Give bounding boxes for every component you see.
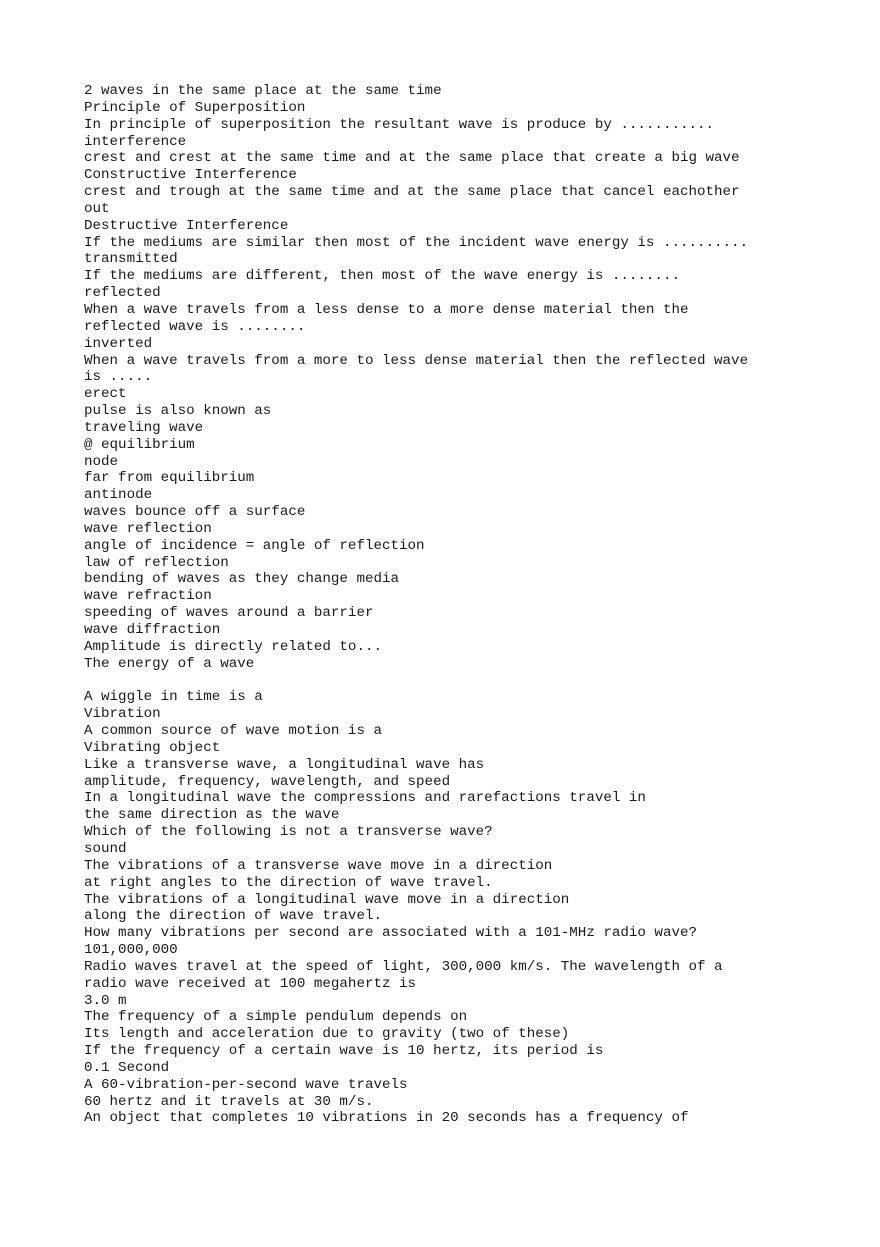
text-line: Which of the following is not a transverse wave? [84, 824, 493, 841]
text-line: erect [84, 386, 127, 403]
text-line: The energy of a wave [84, 655, 255, 672]
text-line: If the mediums are different, then most of the wave energy is ........ [84, 268, 680, 285]
document-page [84, 83, 804, 1127]
text-line: far from equilibrium [84, 470, 255, 487]
text-line: interference [84, 133, 187, 150]
text-line: amplitude, frequency, wavelength, and speed [84, 773, 451, 790]
text-line: transmitted [84, 251, 178, 268]
text-line: crest and trough at the same time and at the same place that cancel eachother [84, 184, 740, 201]
text-line: An object that completes 10 vibrations in 20 seconds has a frequency of [84, 1110, 689, 1127]
text-line: @ equilibrium [84, 436, 195, 453]
text-line: traveling wave [84, 419, 204, 436]
text-line: antinode [84, 487, 153, 504]
text-line: node [84, 453, 119, 470]
text-line: Its length and acceleration due to gravity (two of these) [84, 1026, 570, 1043]
text-line: In principle of superposition the resultant wave is produce by ........... [84, 116, 715, 133]
text-line: The vibrations of a transverse wave move in a direction [84, 857, 553, 874]
text-line: When a wave travels from a less dense to a more dense material then the [84, 301, 689, 318]
text-line: waves bounce off a surface [84, 504, 306, 521]
text-line: Like a transverse wave, a longitudinal wave has [84, 756, 485, 773]
text-line: is ..... [84, 369, 153, 386]
text-line: out [84, 200, 110, 217]
text-line: wave refraction [84, 588, 212, 605]
text-line: Amplitude is directly related to... [84, 638, 382, 655]
text-line: A wiggle in time is a [84, 689, 263, 706]
text-line: When a wave travels from a more to less dense material then the reflected wave [84, 352, 749, 369]
text-line: reflected [84, 285, 161, 302]
text-line: 101,000,000 [84, 942, 178, 959]
text-line: the same direction as the wave [84, 807, 340, 824]
text-line: Destructive Interference [84, 217, 289, 234]
blank-line [84, 673, 804, 690]
text-line: 3.0 m [84, 992, 127, 1009]
text-line: speeding of waves around a barrier [84, 605, 374, 622]
text-line: A common source of wave motion is a [84, 723, 382, 740]
text-line: If the frequency of a certain wave is 10 hertz, its period is [84, 1043, 604, 1060]
text-line: If the mediums are similar then most of the incident wave energy is .......... [84, 234, 749, 251]
text-line: Vibrating object [84, 739, 221, 756]
text-line: bending of waves as they change media [84, 571, 400, 588]
text-line: pulse is also known as [84, 403, 272, 420]
text-line: 2 waves in the same place at the same time [84, 83, 442, 99]
text-line: wave diffraction [84, 622, 221, 638]
text-line: at right angles to the direction of wave travel. [84, 874, 493, 891]
text-line: radio wave received at 100 megahertz is [84, 975, 417, 992]
text-line: crest and crest at the same time and at the same place that create a big wave [84, 150, 740, 167]
text-line: wave reflection [84, 520, 212, 537]
text-line: In a longitudinal wave the compressions and rarefactions travel in [84, 790, 646, 807]
text-line: reflected wave is ........ [84, 318, 306, 335]
text-line: inverted [84, 335, 153, 352]
text-line: How many vibrations per second are associated with a 101-MHz radio wave? [84, 925, 697, 942]
text-line: sound [84, 840, 127, 857]
text-line: Vibration [84, 706, 161, 723]
text-line: The frequency of a simple pendulum depends on [84, 1009, 468, 1026]
text-line: A 60-vibration-per-second wave travels [84, 1076, 408, 1093]
text-line: Radio waves travel at the speed of light, 300,000 km/s. The wavelength of a [84, 958, 723, 975]
text-line: The vibrations of a longitudinal wave move in a direction [84, 891, 570, 908]
text-line: 0.1 Second [84, 1059, 170, 1076]
text-line: 60 hertz and it travels at 30 m/s. [84, 1093, 374, 1110]
text-line: law of reflection [84, 554, 229, 571]
text-line: Principle of Superposition [84, 99, 306, 116]
text-line: angle of incidence = angle of reflection [84, 537, 425, 554]
text-line: along the direction of wave travel. [84, 908, 382, 925]
text-line: Constructive Interference [84, 167, 297, 184]
